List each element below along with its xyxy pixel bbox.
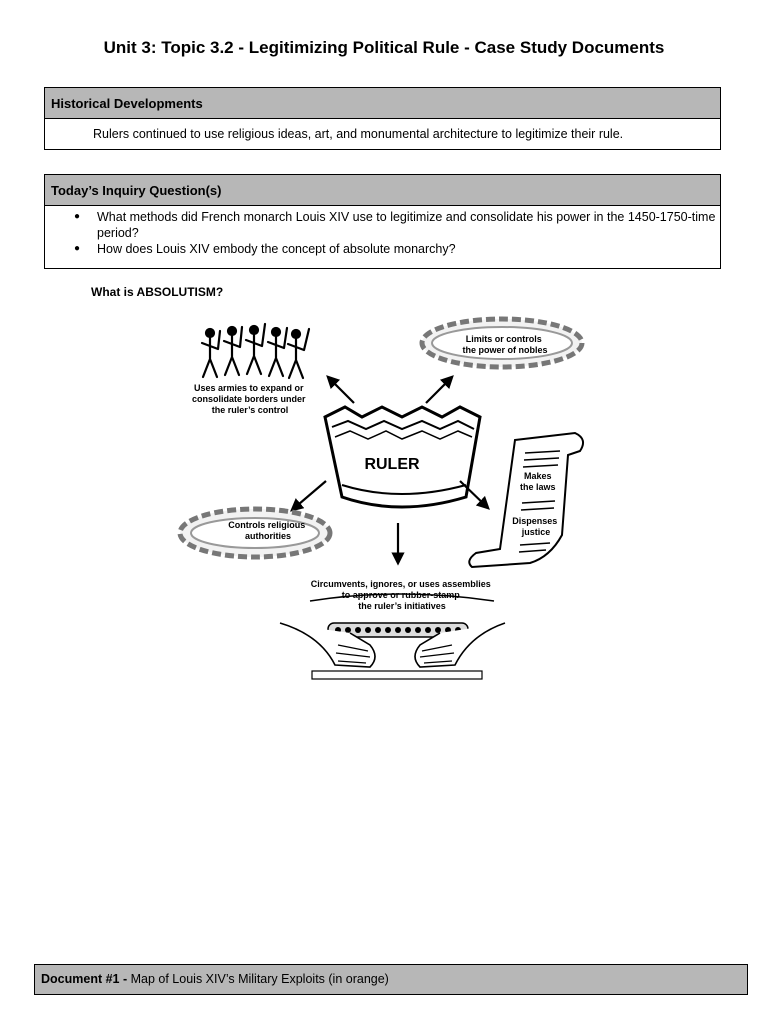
- laws-label: the laws: [519, 482, 556, 492]
- laws-label: Makes: [523, 471, 552, 481]
- historical-developments-box: [44, 87, 721, 150]
- inquiry-question: ● How does Louis XIV embody the concept of absolute monarchy?: [97, 241, 720, 257]
- justice-label: Dispenses: [512, 516, 558, 526]
- armies-label: the ruler’s control: [211, 405, 289, 415]
- document-1-label: Document #1 -: [41, 972, 128, 986]
- assemblies-label: the ruler’s initiatives: [358, 601, 446, 611]
- inquiry-questions-header: Today’s Inquiry Question(s): [45, 175, 720, 206]
- assemblies-label: Circumvents, ignores, or uses assemblies: [310, 579, 491, 589]
- inquiry-question: ● What methods did French monarch Louis XIV use to legitimize and consolidate his power in the 1450-1750-time period?: [97, 209, 720, 241]
- inquiry-questions-box: [44, 174, 721, 269]
- inquiry-question-list: [45, 206, 720, 257]
- svg-text:Circumvents, ignores, or uses: [311, 579, 494, 611]
- historical-developments-header: Historical Developments: [45, 88, 720, 119]
- page-title: Unit 3: Topic 3.2 - Legitimizing Political Rule - Case Study Documents: [103, 38, 665, 57]
- soldiers-illustration: [202, 324, 309, 378]
- document-1-text: Map of Louis XIV’s Military Exploits (in orange): [130, 972, 389, 986]
- absolutism-heading: What is ABSOLUTISM?: [91, 285, 224, 299]
- armies-label: consolidate borders under: [191, 394, 306, 404]
- assemblies-label: to approve or rubber-stamp: [341, 590, 460, 600]
- svg-text:Limits or controls the pow: [462, 334, 547, 355]
- justice-label: justice: [521, 527, 551, 537]
- religious-label: Controls religious: [228, 520, 306, 530]
- nobles-label: Limits or controls: [465, 334, 542, 344]
- nobles-label: the power of nobles: [462, 345, 548, 355]
- armies-label: Uses armies to expand or: [193, 383, 304, 393]
- svg-text:Uses armies to expand or c: [192, 383, 308, 415]
- absolutism-diagram: [170, 305, 600, 690]
- ruler-label: RULER: [364, 456, 420, 473]
- scroll-illustration: [469, 433, 583, 567]
- religious-label: authorities: [244, 531, 292, 541]
- document-1-bar: [34, 964, 748, 995]
- historical-developments-text: Rulers continued to use religious ideas, art, and monumental architecture to legitimize their rule.: [93, 127, 624, 141]
